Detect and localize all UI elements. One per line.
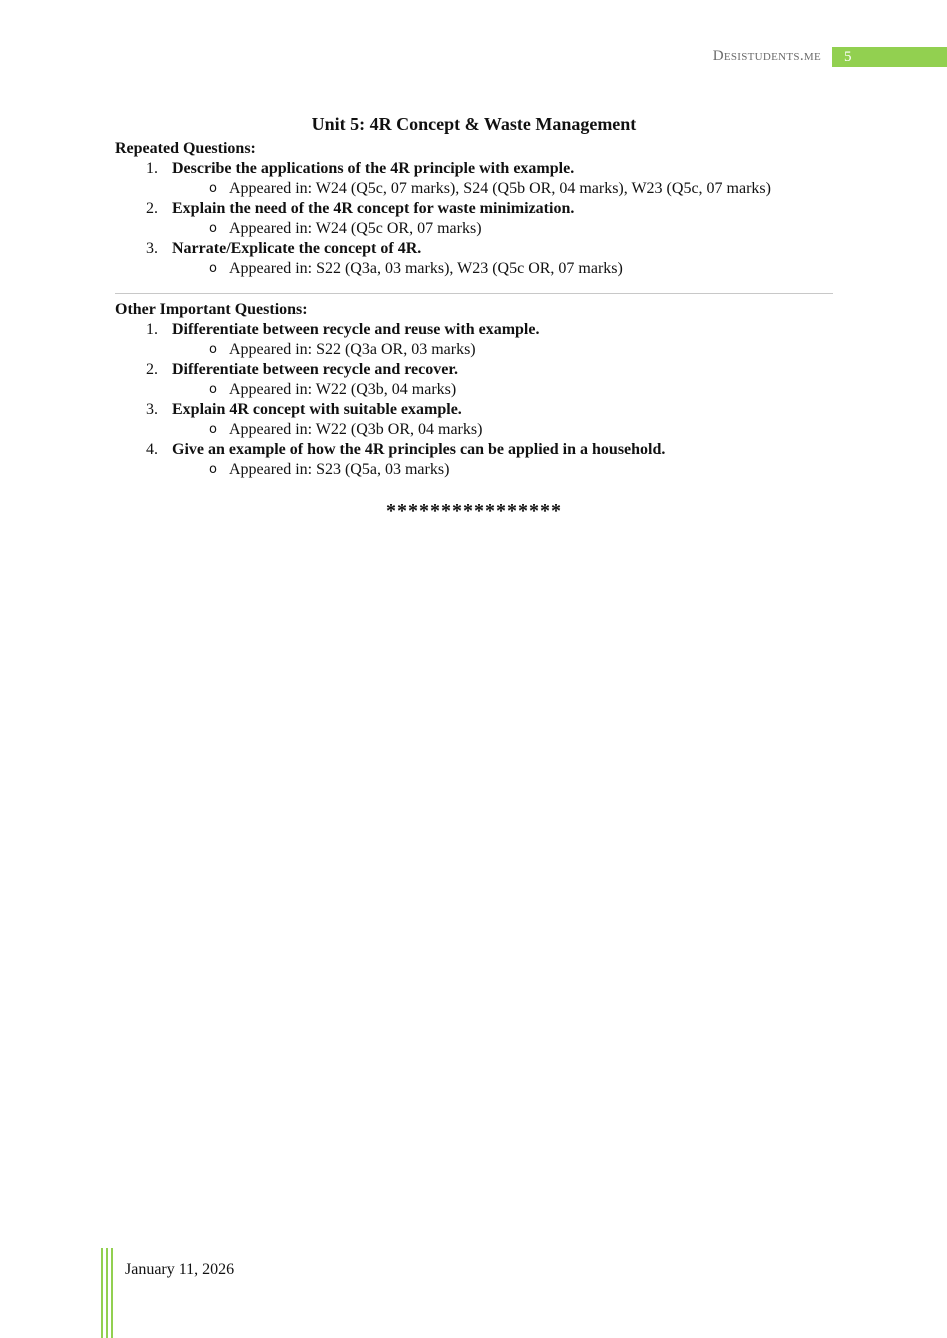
section-repeated-questions (115, 139, 833, 279)
question-number: 4. (146, 441, 158, 458)
document-body (115, 114, 833, 523)
circle-bullet-icon: o (209, 462, 217, 477)
question-item (115, 159, 833, 199)
question-number: 1. (146, 160, 158, 177)
header-site-name: Desistudents.me (712, 48, 821, 64)
appeared-in-text: Appeared in: W22 (Q3b, 04 marks) (229, 381, 457, 398)
question-number: 1. (146, 321, 158, 338)
question-number: 3. (146, 401, 158, 418)
appeared-in-text: Appeared in: S22 (Q3a OR, 03 marks) (229, 341, 476, 358)
appeared-in-text: Appeared in: S23 (Q5a, 03 marks) (229, 461, 450, 478)
question-number: 2. (146, 361, 158, 378)
end-marker: **************** (386, 500, 562, 522)
circle-bullet-icon: o (209, 422, 217, 437)
section-heading: Repeated Questions: (115, 140, 256, 157)
section-heading: Other Important Questions: (115, 301, 308, 318)
footer-date: January 11, 2026 (125, 1261, 235, 1278)
appeared-in-text: Appeared in: W24 (Q5c OR, 07 marks) (229, 220, 482, 237)
page-title: Unit 5: 4R Concept & Waste Management (311, 114, 637, 134)
question-text: Explain 4R concept with suitable example. (172, 401, 462, 418)
question-number: 3. (146, 240, 158, 257)
circle-bullet-icon: o (209, 181, 217, 196)
circle-bullet-icon: o (209, 342, 217, 357)
footer-accent-bars (101, 1248, 115, 1338)
question-text: Differentiate between recycle and recover. (172, 361, 458, 378)
appeared-in-text: Appeared in: S22 (Q3a, 03 marks), W23 (Q5c OR, 07 marks) (229, 260, 623, 277)
section-divider (115, 293, 833, 294)
question-item (115, 440, 833, 480)
question-text: Narrate/Explicate the concept of 4R. (172, 240, 422, 257)
question-list (115, 320, 833, 480)
question-text: Differentiate between recycle and reuse with example. (172, 321, 540, 338)
question-list (115, 159, 833, 279)
question-item (115, 199, 833, 239)
circle-bullet-icon: o (209, 221, 217, 236)
question-item (115, 360, 833, 400)
question-item (115, 239, 833, 279)
appeared-in-text: Appeared in: W24 (Q5c, 07 marks), S24 (Q5b OR, 04 marks), W23 (Q5c, 07 marks) (229, 180, 771, 197)
circle-bullet-icon: o (209, 382, 217, 397)
question-text: Explain the need of the 4R concept for waste minimization. (172, 200, 575, 217)
question-item (115, 400, 833, 440)
question-text: Describe the applications of the 4R principle with example. (172, 160, 575, 177)
header-page-number: 5 (832, 47, 947, 67)
appeared-in-text: Appeared in: W22 (Q3b OR, 04 marks) (229, 421, 483, 438)
question-number: 2. (146, 200, 158, 217)
section-other-questions (115, 300, 833, 480)
circle-bullet-icon: o (209, 261, 217, 276)
question-item (115, 320, 833, 360)
question-text: Give an example of how the 4R principles can be applied in a household. (172, 441, 666, 458)
